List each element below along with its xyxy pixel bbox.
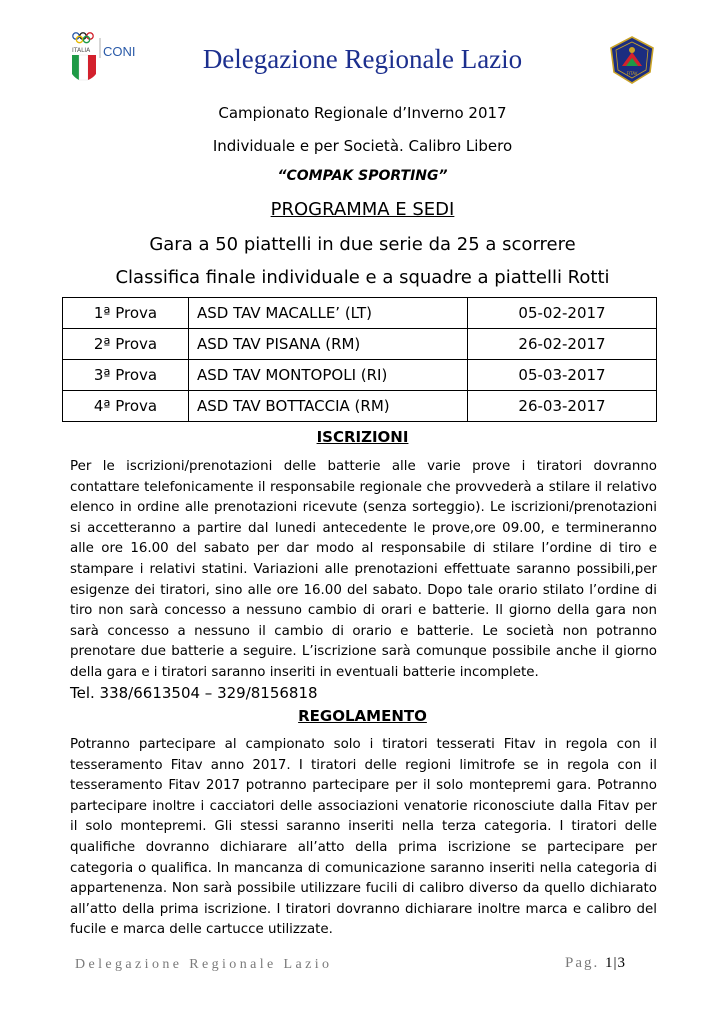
footer-organization: Delegazione Regionale Lazio <box>75 957 333 972</box>
championship-subtitle: Individuale e per Società. Calibro Libero <box>212 137 513 155</box>
iscrizioni-heading: ISCRIZIONI <box>316 428 409 446</box>
table-row <box>63 360 657 391</box>
prova-cell: 3ª Prova <box>63 360 189 391</box>
regolamento-heading: REGOLAMENTO <box>298 707 427 725</box>
table-row <box>63 391 657 422</box>
gara-description: Gara a 50 piattelli in due serie da 25 a scorrere <box>149 234 576 255</box>
phone-numbers: Tel. 338/6613504 – 329/8156818 <box>70 684 318 702</box>
sede-cell: ASD TAV PISANA (RM) <box>189 329 468 360</box>
coni-text: CONI <box>103 44 136 59</box>
regolamento-paragraph: Potranno partecipare al campionato solo i tiratori tesserati Fitav in regola con il tesseramento Fitav anno 2017. I tiratori delle regioni limitrofe se in regola con il tesseramento Fitav 2017 potranno partecipare per il solo montepremi gara. Potranno partecipare inoltre i cacciatori delle associazioni venatorie riconosciute dalla Fitav per il solo montepremi. Gli stessi saranno inseriti nella terza categoria. I tiratori delle qualifiche dovranno dichiarare all’atto della prima iscrizione se partecipare per categoria o qualifica. In mancanza di comunicazione saranno inseriti nella categoria di appartenenza. Non sarà possibile utilizzare fucili di calibro diverso da quello dichiarato all’atto della prima iscrizione. I tiratori dovranno dichiarare inoltre marca e calibro del fucile e marca delle cartucce utilizzate. <box>70 737 657 938</box>
page-header-title: Delegazione Regionale Lazio <box>202 44 523 74</box>
championship-title: Campionato Regionale d’Inverno 2017 <box>218 104 507 122</box>
sede-cell: ASD TAV MONTOPOLI (RI) <box>189 360 468 391</box>
footer-page-indicator <box>565 955 626 972</box>
discipline-name: “COMPAK SPORTING” <box>277 168 448 184</box>
data-cell: 26-02-2017 <box>468 329 657 360</box>
data-cell: 05-02-2017 <box>468 298 657 329</box>
prove-table <box>62 297 657 422</box>
prova-cell: 1ª Prova <box>63 298 189 329</box>
page-number: 1|3 <box>605 955 627 971</box>
prova-cell: 2ª Prova <box>63 329 189 360</box>
table-row <box>63 298 657 329</box>
sede-cell: ASD TAV BOTTACCIA (RM) <box>189 391 468 422</box>
data-cell: 05-03-2017 <box>468 360 657 391</box>
data-cell: 26-03-2017 <box>468 391 657 422</box>
page-label: Pag. <box>565 955 600 971</box>
fitav-logo <box>608 36 656 84</box>
iscrizioni-paragraph: Per le iscrizioni/prenotazioni delle batterie alle varie prove i tiratori dovranno contattare telefonicamente il responsabile regionale che provvederà a stilare il relativo elenco in ordine alle prenotazioni ricevute (senza sorteggio). Le iscrizioni/prenotazioni si accetteranno a partire dal lunedi antecedente le prove,ore 09.00, e termineranno alle ore 16.00 del sabato per dar modo al responsabile di stilare l’ordine di tiro e stampare i relativi statini. Variazioni alle prenotazioni effettuate saranno possibili,per esigenze dei tiratori, sino alle ore 16.00 del sabato. Dopo tale orario stilato l’ordine di tiro non sarà concesso a nessuno cambio di orari e batterie. Il giorno della gara non sarà concesso a nessuno il cambio di orario e batterie. Le società non potranno prenotare due batterie a seguire. L’iscrizione sarà comunque possibile anche il giorno della gara e i tiratori saranno inseriti in eventuali batterie incomplete. <box>70 459 657 680</box>
sede-cell: ASD TAV MACALLE’ (LT) <box>189 298 468 329</box>
italia-text: ITALIA <box>72 47 91 54</box>
programma-heading: PROGRAMMA E SEDI <box>270 199 455 220</box>
classifica-description: Classifica finale individuale e a squadre a piattelli Rotti <box>115 267 610 288</box>
prova-cell: 4ª Prova <box>63 391 189 422</box>
fitav-text: FITAV <box>626 71 638 76</box>
table-row <box>63 329 657 360</box>
